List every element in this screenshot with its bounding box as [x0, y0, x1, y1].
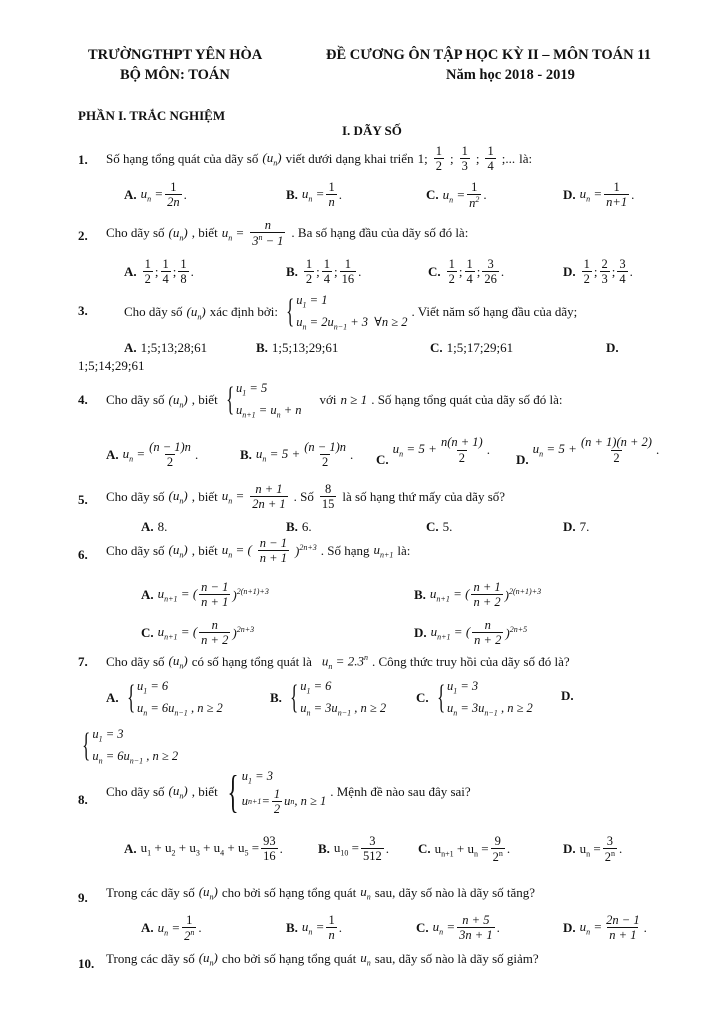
question-number: 7. [78, 654, 88, 669]
option[interactable]: D. $u_n$ = $\frac{2n - 1}{n + 1}$ . [563, 913, 647, 943]
question-text: Cho dãy số $(u_n)$ , biết { $u_1 = 5$ $u_{n+1} = u_n + n$ với n ≥ 1 . Số hạng tổng quát của dãy số đó là: [106, 381, 563, 420]
question-number: 8. [78, 792, 88, 807]
option[interactable]: A. 1;5;13;28;61 [124, 340, 208, 355]
question-number: 10. [78, 956, 95, 971]
option[interactable]: B. { $u_1 = 6$ $u_n = 3u_{n-1}$ , n ≥ 2 [270, 679, 387, 718]
department-name: BỘ MÔN: TOÁN [120, 67, 230, 83]
question-number: 3. [78, 303, 88, 318]
part-heading: PHẦN I. TRẮC NGHIỆM [78, 108, 226, 123]
option[interactable]: C. { $u_1 = 3$ $u_n = 3u_{n-1}$ , n ≥ 2 [416, 679, 533, 718]
option[interactable]: C. $u_{n+1} + u_n$ = $\frac{9}{2^n}$ . [418, 834, 511, 865]
option[interactable]: C. $u_n$ = $\frac{n + 5}{3n + 1}$ . [416, 913, 500, 943]
question-text: Cho dãy số $(u_n)$ , biết $u_n$ = $\frac{n}{3^n - 1}$ . Ba số hạng đầu của dãy số đó là: [106, 218, 469, 249]
school-year: Năm học 2018 - 2019 [446, 67, 575, 83]
question-text: Cho dãy số $(u_n)$ có số hạng tổng quát là $u_n = 2.3^n$ . Công thức truy hồi của dãy số đó là? [106, 653, 570, 671]
option[interactable]: B. 6. [286, 519, 312, 534]
option[interactable]: D. [561, 688, 574, 703]
question-number: 2. [78, 228, 88, 243]
option[interactable]: C. 5. [426, 519, 453, 534]
option[interactable]: D. $u_{n+1}$ = ( $\frac{n}{n + 2}$ )$^{2n+5}$ [414, 618, 528, 648]
option[interactable]: B. $u_n = 5$ + $\frac{(n - 1)n}{2}$ . [240, 440, 354, 470]
option[interactable]: B. $u_{n+1}$ = ( $\frac{n + 1}{n + 2}$ )$^{2(n+1)+3}$ [414, 580, 542, 610]
option[interactable]: D. 7. [563, 519, 590, 534]
question-text: Trong các dãy số $(u_n)$ cho bởi số hạng tổng quát $u_n$ sau, dãy số nào là dãy số giảm? [106, 950, 539, 968]
question-text: Cho dãy số $(u_n)$ , biết { $u_1 = 3$ u n+1 = $\frac{1}{2}$ u n , n ≥ 1 . Mệnh đề nào sau đây sai? [106, 766, 471, 818]
question-number: 6. [78, 547, 88, 562]
option[interactable]: A. $u_{n+1}$ = ( $\frac{n - 1}{n + 1}$ )$^{2(n+1)+3}$ [141, 580, 269, 610]
option[interactable]: A. $u_n$ = $\frac{1}{2n}$ . [124, 180, 187, 210]
question-text: Trong các dãy số $(u_n)$ cho bởi số hạng tổng quát $u_n$ sau, dãy số nào là dãy số tăng? [106, 884, 536, 902]
question-number: 1. [78, 152, 88, 167]
section-heading: I. DÃY SỐ [342, 123, 402, 138]
option[interactable]: C. 1;5;17;29;61 [430, 340, 514, 355]
option[interactable]: C. $u_n = 5$ + $\frac{n(n + 1)}{2}$ . [376, 435, 490, 467]
question-number: 5. [78, 492, 88, 507]
option[interactable]: C. $\frac{1}{2}$ ; $\frac{1}{4}$ ; $\frac{3}{26}$ . [428, 257, 505, 287]
option[interactable]: A. $u_n$ = $\frac{1}{2^n}$ . [141, 913, 202, 944]
option[interactable]: D. $u_n$ = $\frac{1}{n+1}$ . [563, 180, 635, 210]
option[interactable]: A. $u_1 + u_2 + u_3 + u_4 + u_5$ = $\frac{93}{16}$ . [124, 834, 283, 864]
question-text: Cho dãy số $(u_n)$ , biết $u_n$ = ( $\frac{n - 1}{n + 1}$ )$^{2n+3}$ . Số hạng $u_{n+1}$ là: [106, 536, 411, 566]
option[interactable]: A. { $u_1 = 6$ $u_n = 6u_{n-1}$ , n ≥ 2 [106, 679, 223, 718]
option[interactable]: B. $u_n$ = $\frac{1}{n}$ . [286, 180, 342, 210]
option[interactable]: A. $\frac{1}{2}$ ; $\frac{1}{4}$ ; $\frac{1}{8}$ . [124, 257, 194, 287]
option[interactable]: D. [606, 340, 619, 355]
option[interactable]: A. 8. [141, 519, 168, 534]
option[interactable]: C. $u_{n+1}$ = ( $\frac{n}{n + 2}$ )$^{2n+3}$ [141, 618, 255, 648]
option-continued: 1;5;14;29;61 [78, 358, 145, 373]
option[interactable]: C. $u_n$ = $\frac{1}{n^2}$ . [426, 180, 487, 211]
option[interactable]: B. $u_n$ = $\frac{1}{n}$ . [286, 913, 342, 943]
option[interactable]: D. $\frac{1}{2}$ ; $\frac{2}{3}$ ; $\frac{3}{4}$ . [563, 257, 633, 287]
option[interactable]: B. $u_{10}$ = $\frac{3}{512}$ . [318, 834, 390, 864]
question-text: Cho dãy số $(u_n)$ , biết $u_n$ = $\frac{n + 1}{2n + 1}$ . Số $\frac{8}{15}$ là số hạng thứ mấy của dãy số? [106, 482, 506, 512]
option[interactable]: B. 1;5;13;29;61 [256, 340, 339, 355]
option-continued: { $u_1 = 3$ $u_n = 6u_{n-1}$ , n ≥ 2 [82, 727, 179, 766]
option[interactable]: B. $\frac{1}{2}$ ; $\frac{1}{4}$ ; $\frac{1}{16}$ . [286, 257, 362, 287]
question-text: Cho dãy số $(u_n)$ xác định bởi: { $u_1 = 1$ $u_n = 2u_{n-1} + 3$ ∀n ≥ 2 . Viết năm số hạng đầu của dãy; [124, 293, 578, 332]
option[interactable]: D. $u_n$ = $\frac{3}{2^n}$ . [563, 834, 623, 865]
question-text: Số hạng tổng quát của dãy số $(u_n)$ viết dưới dạng khai triển 1; $\frac{1}{2}$ ; $\frac{1}{3}$ ; $\frac{1}{4}$ ;... là: [106, 144, 533, 174]
option[interactable]: A. $u_n$ = $\frac{(n - 1)n}{2}$ . [106, 440, 199, 470]
school-name: TRƯỜNGTHPT YÊN HÒA [88, 47, 263, 63]
document-title: ĐỀ CƯƠNG ÔN TẬP HỌC KỲ II – MÔN TOÁN 11 [326, 47, 651, 63]
question-number: 4. [78, 392, 88, 407]
option[interactable]: D. $u_n = 5$ + $\frac{(n + 1)(n + 2)}{2}$ . [516, 435, 660, 467]
question-number: 9. [78, 890, 88, 905]
